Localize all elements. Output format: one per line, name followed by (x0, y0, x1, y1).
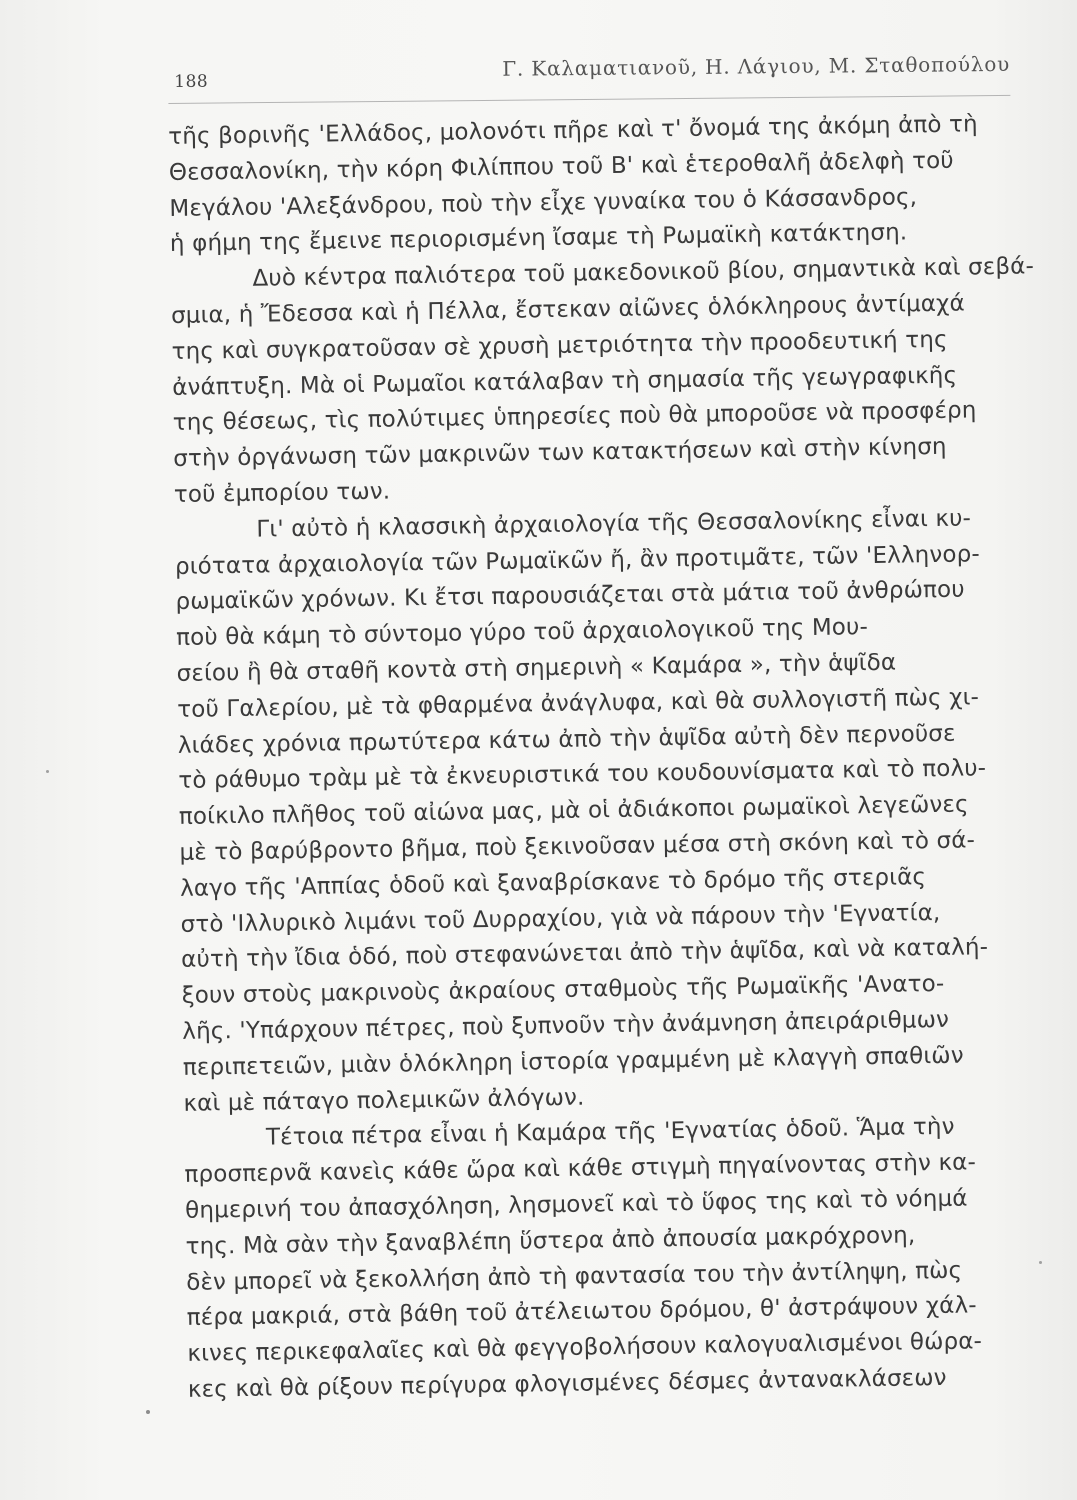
page-number: 188 (174, 71, 209, 92)
text-line: της θέσεως, τὶς πολύτιμες ὑπηρεσίες ποὺ θὰ μποροῦσε νὰ προσφέρη (172, 397, 977, 437)
page-header (168, 52, 1010, 100)
text-line: κες καὶ θὰ ρίξουν περίγυρα φλογισμένες δέσμες ἀντανακλάσεων (187, 1364, 947, 1403)
text-line: λῆς. 'Υπάρχουν πέτρες, ποὺ ξυπνοῦν τὴν ἀνάμνηση ἀπειράριθμων (182, 1006, 950, 1045)
text-line: αὐτὴ τὴν ἴδια ὁδό, ποὺ στεφανώνεται ἀπὸ τὴν ἁψῖδα, καὶ νὰ καταλή- (180, 934, 989, 974)
header-rule (168, 95, 1010, 104)
ink-speck (146, 1410, 150, 1414)
text-line: της καὶ συγκρατοῦσαν σὲ χρυσὴ μετριότητα τὴν προοδευτική της (171, 326, 948, 365)
running-head-authors: Γ. Καλαματιανοῦ, Η. Λάγιου, Μ. Σταθοπούλου (502, 51, 1011, 81)
text-line: της. Μὰ σὰν τὴν ξαναβλέπη ὕστερα ἀπὸ ἀπουσία μακρόχρονη, (185, 1222, 916, 1260)
text-line: ξουν στοὺς μακρινοὺς ἀκραίους σταθμοὺς τῆς Ρωμαϊκῆς 'Ανατο- (181, 971, 945, 1010)
text-line: καὶ μὲ πάταγο πολεμικῶν ἀλόγων. (183, 1084, 585, 1117)
text-line: πέρα μακριά, στὰ βάθη τοῦ ἀτέλειωτου δρόμου, θ' ἀστράψουν χάλ- (186, 1292, 977, 1332)
text-line: κινες περικεφαλαῖες καὶ θὰ φεγγοβολήσουν καλογυαλισμένοι θώρα- (187, 1328, 983, 1367)
text-line: προσπερνᾶ κανεὶς κάθε ὥρα καὶ κάθε στιγμὴ πηγαίνοντας στὴν κα- (184, 1149, 977, 1188)
body-text (168, 107, 1038, 1409)
text-line: περιπετειῶν, μιὰν ὁλόκληρη ἱστορία γραμμένη μὲ κλαγγὴ σπαθιῶν (182, 1042, 964, 1081)
text-line: τοῦ Γαλερίου, μὲ τὰ φθαρμένα ἀνάγλυφα, καὶ θὰ συλλογιστῆ πὼς χι- (177, 684, 980, 723)
text-line: λαγο τῆς 'Αππίας ὁδοῦ καὶ ξαναβρίσκανε τὸ δρόμο τῆς στεριᾶς (179, 863, 927, 902)
text-line: ποίκιλο πλῆθος τοῦ αἰώνα μας, μὰ οἱ ἀδιάκοποι ρωμαϊκοὶ λεγεῶνες (178, 791, 969, 831)
text-line: σμια, ἡ Ἔδεσσα καὶ ἡ Πέλλα, ἔστεκαν αἰῶνες ὁλόκληρους ἀντίμαχά (170, 290, 966, 329)
text-line: ριότατα ἀρχαιολογία τῶν Ρωμαϊκῶν ἤ, ἂν προτιμᾶτε, τῶν 'Ελληνορ- (174, 540, 981, 580)
ink-speck (46, 770, 49, 773)
text-line: στὴν ὀργάνωση τῶν μακρινῶν των κατακτήσεων καὶ στὴν κίνηση (173, 433, 947, 473)
text-line: λιάδες χρόνια πρωτύτερα κάτω ἀπὸ τὴν ἁψῖδα αὐτὴ δὲν περνοῦσε (177, 720, 956, 759)
text-line: ρωμαϊκῶν χρόνων. Κι ἔτσι παρουσιάζεται στὰ μάτια τοῦ ἀνθρώπου (175, 576, 965, 616)
text-line: σείου ἢ θὰ σταθῆ κοντὰ στὴ σημερινὴ « Καμάρα », τὴν ἁψῖδα (176, 649, 897, 687)
text-line: Θεσσαλονίκη, τὴν κόρη Φιλίππου τοῦ Β' καὶ ἑτεροθαλῆ ἀδελφὴ τοῦ (168, 147, 954, 186)
text-line: Μεγάλου 'Αλεξάνδρου, ποὺ τὴν εἶχε γυναίκα του ὁ Κάσσανδρος, (169, 183, 918, 222)
text-line: τὸ ράθυμο τρὰμ μὲ τὰ ἐκνευριστικά του κουδουνίσματα καὶ τὸ πολυ- (178, 755, 987, 795)
text-line: στὸ 'Ιλλυρικὸ λιμάνι τοῦ Δυρραχίου, γιὰ νὰ πάρουν τὴν 'Εγνατία, (180, 899, 941, 938)
text-line: ἡ φήμη της ἔμεινε περιορισμένη ἴσαμε τὴ Ρωμαϊκὴ κατάκτηση. (169, 219, 908, 258)
ink-speck (1039, 1261, 1042, 1264)
text-line: δὲν μπορεῖ νὰ ξεκολλήση ἀπὸ τὴ φαντασία του τὴν ἀντίληψη, πὼς (186, 1257, 963, 1296)
paragraph-start-line: Γι' αὐτὸ ἡ κλασσικὴ ἀρχαιολογία τῆς Θεσσαλονίκης εἶναι κυ- (256, 505, 972, 543)
text-line: θημερινή του ἀπασχόληση, λησμονεῖ καὶ τὸ ὕφος της καὶ τὸ νόημά (184, 1185, 968, 1224)
paragraph-start-line: Τέτοια πέτρα εἶναι ἡ Καμάρα τῆς 'Εγνατίας ὁδοῦ. Ἅμα τὴν (265, 1114, 955, 1151)
text-line: μὲ τὸ βαρύβροντο βῆμα, ποὺ ξεκινοῦσαν μέσα στὴ σκόνη καὶ τὸ σά- (179, 827, 976, 866)
text-line: τῆς βορινῆς 'Ελλάδος, μολονότι πῆρε καὶ τ' ὄνομά της ἀκόμη ἀπὸ τὴ (168, 111, 978, 150)
text-line: ποὺ θὰ κάμη τὸ σύντομο γύρο τοῦ ἀρχαιολογικοῦ της Μου- (175, 614, 869, 652)
text-line: ἀνάπτυξη. Μὰ οἱ Ρωμαῖοι κατάλαβαν τὴ σημασία τῆς γεωγραφικῆς (171, 362, 958, 401)
paragraph-start-line: Δυὸ κέντρα παλιότερα τοῦ μακεδονικοῦ βίου, σημαντικὰ καὶ σεβά- (252, 253, 1035, 292)
text-line: τοῦ ἐμπορίου των. (173, 478, 391, 508)
